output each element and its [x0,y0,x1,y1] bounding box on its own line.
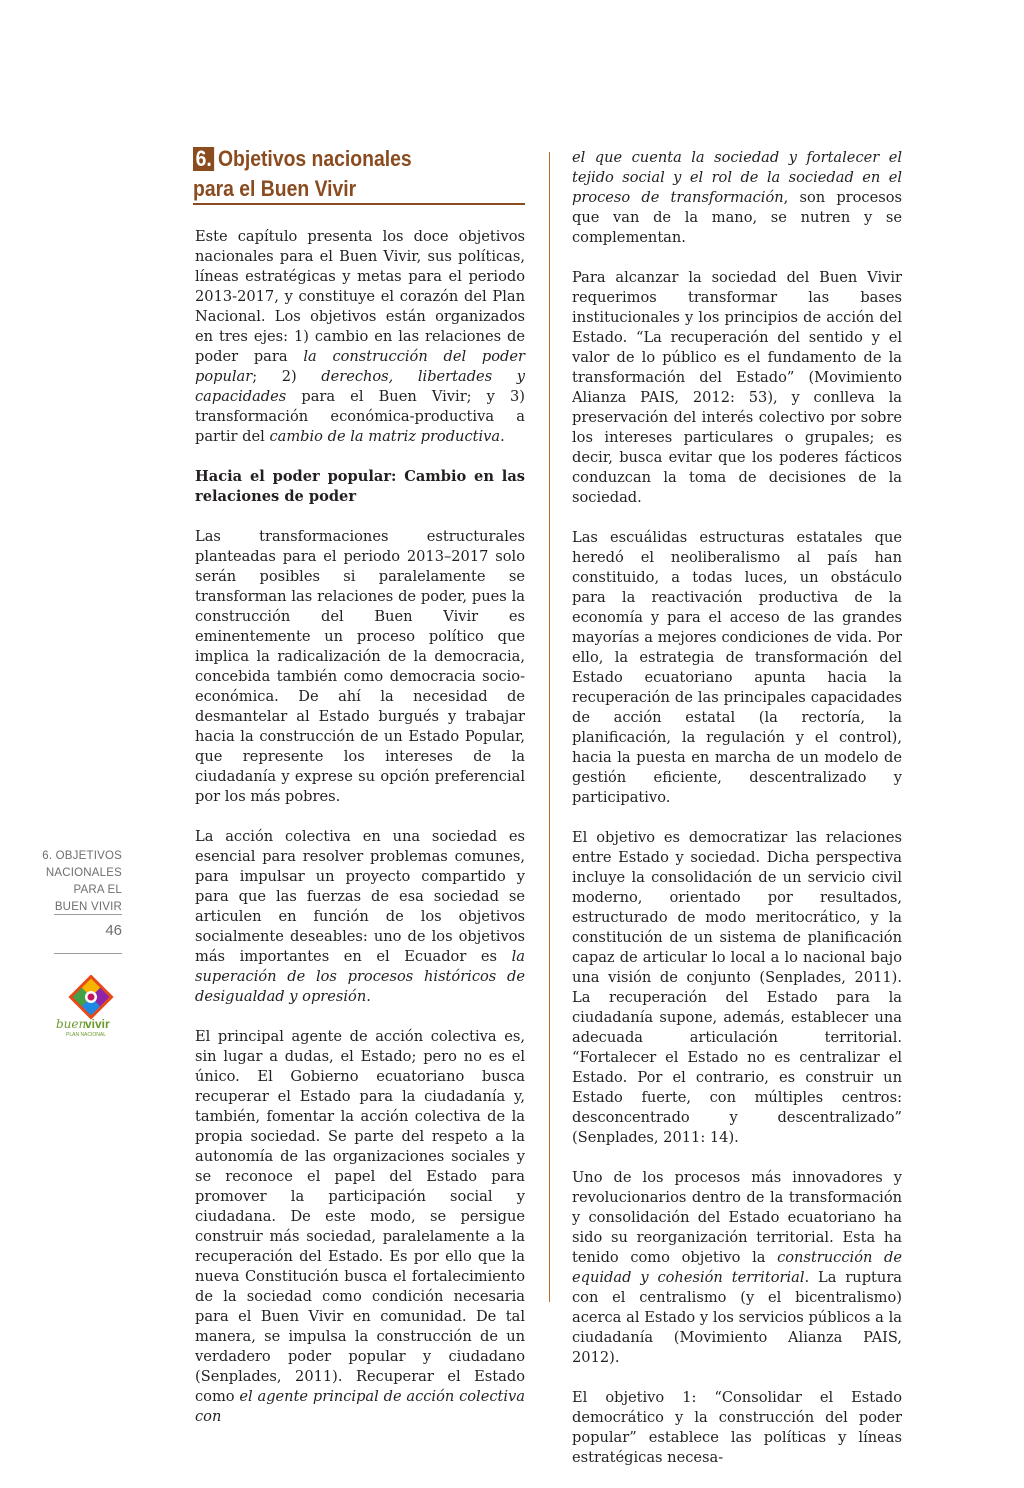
text-run: , son procesos que van de la mano, se nutren y se complementan. [572,189,902,246]
text-column-left [195,227,525,1447]
text-run: . [500,428,505,445]
section-label-line: 6. OBJETIVOS [42,850,122,862]
section-label [40,848,122,916]
paragraph [195,227,525,447]
paragraph: El objetivo es democratizar las relaciones entre Estado y sociedad. Dicha perspectiva incluye la consolidación de un servicio civil moderno, orientado por resultados, estructurado de modo meritocrático, y la constitución de un sistema de planificación capaz de articular lo local a lo nacional bajo una visión de conjunto (Senplades, 2011). La recuperación del Estado para la ciudadanía supone, además, establecer una adecuada articulación territorial. “Fortalecer el Estado no es centralizar el Estado. Por el contrario, es construir un Estado fuerte, con múltiples centros: desconcentrado y descentralizado” (Senplades, 2011: 14). [572,829,902,1146]
text-run: . La ruptura con el centralismo (y el bicentralismo) acerca al Estado y los servicios públicos a la ciudadanía (Movimiento Alianza PAIS, 2012). [572,1269,902,1366]
paragraph: Para alcanzar la sociedad del Buen Vivir requerimos transformar las bases institucionales y los principios de acción del Estado. “La recuperación del sentido y el valor de lo público es el fundamento de la transformación del Estado” (Movimiento Alianza PAIS, 2012: 53), y conlleva la preservación del interés colectivo por sobre los intereses particulares o grupales; es decir, busca evitar que los poderes fácticos conduzcan la toma de decisiones de la sociedad. [572,269,902,506]
sidebar-divider-bottom [54,953,122,954]
paragraph: Las transformaciones estructurales planteadas para el periodo 2013–2017 solo serán posibles si paralelamente se transforman las relaciones de poder, pues la construcción del Buen Vivir es eminentemente un proceso político que implica la radicalización de la democracia, concebida también como democracia socio-económica. De ahí la necesidad de desmantelar al Estado burgués y trabajar hacia la construcción de un Estado Popular, que represente los intereses de la ciudadanía y exprese su opción preferencial por los más pobres. [195,528,525,805]
paragraph [572,1168,902,1368]
section-label-line: PARA EL [73,884,122,896]
text-run: Este capítulo presenta los doce objetivos nacionales para el Buen Vivir, sus políticas, líneas estratégicas y metas para el periodo 2013-2017, y constituye el corazón del Plan Nacional. Los objetivos están organizados en tres ejes: 1) cambio en las relaciones de poder para [195,228,525,365]
italic-run: construcción de equidad y cohesión territorial [572,1249,903,1286]
text-run: La acción colectiva en una sociedad es esencial para resolver problemas comunes, para impulsar un proyecto compartido y para que las fuerzas de esa sociedad se articulen en función de los objetivos socialmente deseables: uno de los objetivos más importantes en el Ecuador es [195,828,525,965]
chapter-title-line1: Objetivos nacionales [217,146,412,171]
italic-run: derechos, libertades y capacidades [195,368,525,405]
text-run: El principal agente de acción colectiva es, sin lugar a dudas, el Estado; pero no es el único. El Gobierno ecuatoriano busca recuperar el Estado para la ciudadanía y, también, fomentar la acción colectiva de la propia sociedad. Se parte del respeto a la autonomía de las organizaciones sociales y se reconoce el papel del Estado para promover la participación social y ciudadana. De este modo, se persigue construir más sociedad, paralelamente a la recuperación del Estado. Es por ello que la nueva Constitución busca el fortalecimiento de la sociedad como condición necesaria para el Buen Vivir en comunidad. De tal manera, se impulsa la construcción de un verdadero poder popular y ciudadano (Senplades, 2011). Recuperar el Estado como [195,1028,525,1405]
logo-subtext: PLAN NACIONAL [66,1032,107,1038]
italic-run: la construcción del poder popular [195,348,525,385]
page-number: 46 [105,922,122,939]
paragraph: El objetivo 1: “Consolidar el Estado democrático y la construcción del poder popular” establece las políticas y líneas estratégicas necesa- [572,1389,902,1466]
section-label-line: NACIONALES [45,867,122,879]
text-run: ; 2) [252,368,322,385]
chapter-title [193,144,492,204]
buen-vivir-logo [52,975,130,1045]
chapter-number: 6. [193,147,214,171]
text-run: Uno de los procesos más innovadores y revolucionarios dentro de la transformación y consolidación del Estado ecuatoriano ha sido su reorganización territorial. Esta ha tenido como objetivo la [572,1169,902,1266]
column-divider [549,152,550,1302]
heading-underline [193,203,525,205]
italic-run: cambio de la matriz productiva [269,428,501,445]
sidebar-divider-top [54,914,122,915]
subheading: Hacia el poder popular: Cambio en las relaciones de poder [195,468,525,505]
text-run: . [366,988,371,1005]
italic-run: el que cuenta la sociedad y fortalecer el tejido social y el rol de la sociedad en el proceso de transformación [572,149,902,206]
paragraph [195,827,525,1007]
text-column-right [572,148,902,1488]
italic-run: la superación de los procesos históricos de desigualdad y opresión [195,948,525,1005]
text-run: para el Buen Vivir; y 3) transformación económica-productiva a partir del [195,388,525,445]
paragraph: Las escuálidas estructuras estatales que heredó el neoliberalismo al país han constituido, a todas luces, un obstáculo para la reactivación productiva de la economía y para el acceso de las grandes mayorías a mejores condiciones de vida. Por ello, la estrategia de transformación del Estado ecuatoriano apunta hacia la recuperación de las principales capacidades de acción estatal (la rectoría, la planificación, la regulación y el control), hacia la puesta en marcha de un modelo de gestión eficiente, descentralizado y participativo. [572,529,902,806]
logo-text-vivir: vivir [85,1017,110,1031]
italic-run: el agente principal de acción colectiva con [195,1388,525,1425]
chapter-title-line2: para el Buen Vivir [193,176,357,201]
paragraph [572,148,902,248]
logo-text-buen: buen [56,1017,87,1031]
section-label-line: BUEN VIVIR [54,901,122,913]
paragraph [195,1027,525,1427]
